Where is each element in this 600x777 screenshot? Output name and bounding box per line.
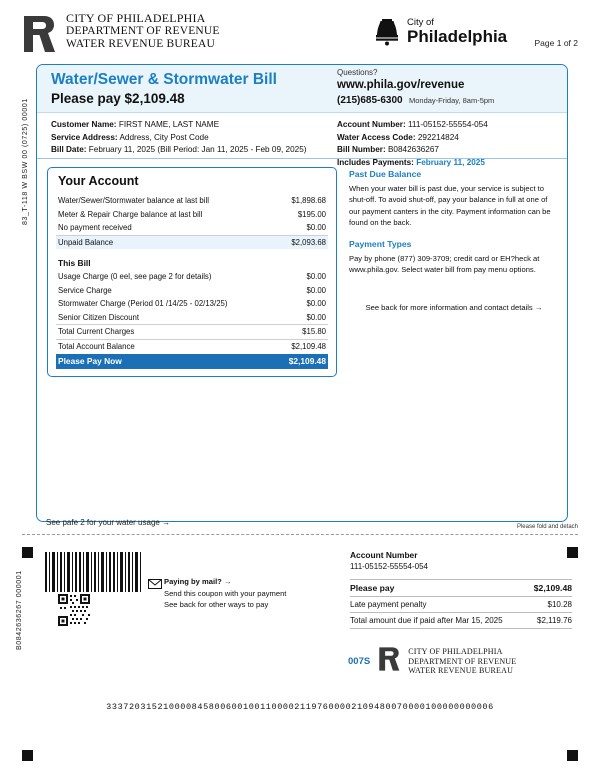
row-amount: $0.00 (306, 223, 326, 232)
account-row (56, 270, 328, 284)
fold-and-detach-label: Please fold and detach (516, 524, 578, 530)
coupon-account-number-value: 111-05152-55554-054 (350, 562, 428, 571)
philadelphia-seal-icon (22, 14, 56, 54)
coupon-account-number-label: Account Number (350, 550, 418, 560)
bill-header-band (37, 65, 567, 113)
agency-line-1: CITY OF PHILADELPHIA (66, 11, 206, 25)
row-amount: $1,898.68 (291, 196, 326, 205)
coupon-row-label: Late payment penalty (350, 600, 427, 609)
coupon-row-late-penalty (350, 597, 572, 613)
total-account-balance-row (56, 339, 328, 354)
total-account-balance-amount: $2,109.48 (291, 341, 326, 351)
service-address-label: Service Address: (51, 132, 118, 142)
bill-date-row (51, 144, 306, 157)
revenue-phone: (215)685-6300 (337, 95, 403, 106)
bill-number-row (337, 144, 488, 157)
customer-name-label: Customer Name: (51, 120, 117, 129)
info-column (349, 169, 559, 313)
account-row (56, 221, 328, 235)
vertical-code-bottom: B0842636267 000001 (16, 570, 23, 650)
coupon-row-label: Total amount due if paid after Mar 15, 2025 (350, 616, 503, 625)
coupon-agency-line-2: DEPARTMENT OF REVENUE (408, 656, 517, 666)
city-logo-text (407, 17, 507, 46)
account-row (56, 284, 328, 298)
agency-name (66, 12, 220, 51)
customer-info-block (37, 113, 567, 167)
customer-info-left (51, 119, 306, 157)
row-label: Service Charge (58, 285, 112, 295)
bill-date-label: Bill Date: (51, 145, 87, 154)
coupon-agency-logo (348, 646, 516, 677)
account-number-value: 111-05152-55554-054 (407, 120, 488, 129)
account-row (56, 297, 328, 311)
includes-payments-value: February 11, 2025 (416, 157, 485, 167)
coupon-badge-code: 007S (348, 656, 371, 667)
row-label: Water/Sewer/Stormwater balance at last bill (58, 196, 209, 205)
total-current-charges-label: Total Current Charges (58, 327, 135, 336)
agency-line-2: DEPARTMENT OF REVENUE (66, 25, 220, 37)
account-row (56, 194, 328, 208)
row-amount: $0.00 (306, 272, 326, 281)
service-address-row (51, 132, 306, 145)
paying-by-mail-block (164, 576, 286, 611)
row-amount: $0.00 (306, 285, 326, 295)
unpaid-balance-row (56, 235, 328, 250)
please-pay-now-label: Please Pay Now (58, 356, 122, 366)
account-row (56, 208, 328, 222)
row-label: Meter & Repair Charge balance at last bill (58, 209, 203, 219)
row-label: Stormwater Charge (Period 01 /14/25 - 02/13/25) (58, 299, 228, 308)
total-current-charges-amount: $15.80 (302, 327, 326, 336)
city-of-philadelphia-logo (374, 16, 507, 46)
coupon-row-value: $10.28 (547, 600, 572, 609)
payment-types-body: Pay by phone (877) 309-3709; credit card or EH?heck at www.phila.gov. Select water bill from pay menu options. (349, 254, 540, 275)
coupon-row-value: $2,119.76 (537, 616, 572, 625)
city-logo-big: Philadelphia (407, 26, 508, 46)
revenue-website[interactable]: www.phila.gov/revenue (337, 79, 465, 91)
coupon-agency-line-3: WATER REVENUE BUREAU (408, 666, 514, 676)
liberty-bell-icon (374, 16, 400, 46)
barcode (44, 552, 142, 592)
row-amount: $195.00 (297, 209, 326, 219)
bill-number-value: B0842636267 (387, 145, 439, 154)
water-access-code-row (337, 132, 488, 145)
registration-mark (567, 750, 578, 761)
coupon-row-value: $2,109.48 (533, 583, 572, 593)
coupon-row-please-pay (350, 579, 572, 597)
coupon-row-total-after-due (350, 613, 572, 629)
customer-name-row (51, 119, 306, 132)
registration-mark (22, 547, 33, 558)
customer-info-right (337, 119, 488, 169)
ocr-scanline: 33372031521000084580060010011000021197600002109480070000100000000006 (106, 702, 494, 712)
row-label: Senior Citizen Discount (58, 312, 140, 322)
total-account-balance-label: Total Account Balance (58, 341, 135, 351)
see-back-note: See back for more information and contact details → (365, 302, 543, 312)
includes-payments-row (337, 157, 488, 170)
bill-panel (36, 64, 568, 522)
registration-mark (22, 750, 33, 761)
page-header (22, 12, 578, 60)
agency-line-3: WATER REVENUE BUREAU (66, 38, 216, 50)
coupon-amounts-block (350, 550, 572, 629)
your-account-heading: Your Account (58, 174, 139, 188)
payment-types-title: Payment Types (349, 239, 412, 250)
qr-code (58, 594, 90, 626)
this-bill-heading: This Bill (58, 258, 91, 268)
account-number-row (337, 119, 488, 132)
bill-number-label: Bill Number: (337, 145, 386, 154)
bill-title: Water/Sewer & Stormwater Bill (51, 71, 277, 88)
vertical-code-top: 83_T-118 W BSW 00 (0725) 00001 (22, 98, 29, 225)
revenue-hours: Monday-Friday, 8am-5pm (409, 96, 495, 105)
row-amount: $0.00 (306, 312, 326, 322)
service-address-value: Address, City Post Code (119, 132, 209, 142)
row-label: No payment received (58, 223, 132, 232)
bill-please-pay: Please pay $2,109.48 (51, 91, 185, 106)
coupon-agency-name (408, 647, 516, 676)
water-access-code-value: 292214824 (417, 132, 459, 142)
bill-date-value: February 11, 2025 (Bill Period: Jan 11, 2025 - Feb 09, 2025) (88, 145, 307, 154)
account-row (56, 311, 328, 325)
page-number: Page 1 of 2 (534, 38, 578, 48)
total-current-charges-row (56, 324, 328, 339)
please-pay-now-row (56, 354, 328, 369)
please-pay-now-amount: $2,109.48 (288, 356, 326, 366)
row-amount: $0.00 (306, 299, 326, 308)
past-due-body: When your water bill is past due, your service is subject to shut-off. To avoid shut-off, pay your balance in full at one of our payment canters in the city. Payment information can be found on the back. (349, 184, 551, 227)
questions-label: Questions? (337, 68, 378, 77)
envelope-icon (148, 578, 162, 592)
account-number-label: Account Number: (337, 120, 406, 129)
your-account-box (47, 167, 337, 377)
customer-name-value: FIRST NAME, LAST NAME (118, 120, 220, 129)
unpaid-balance-label: Unpaid Balance (58, 237, 114, 247)
philadelphia-seal-icon-small (378, 646, 400, 677)
see-page-2-note: See pafe 2 for your water usage → (46, 518, 171, 527)
coupon-row-label: Please pay (350, 583, 395, 593)
row-label: Usage Charge (0 eel, see page 2 for details) (58, 272, 212, 281)
paying-by-mail-line-1: Send this coupon with your payment (164, 588, 287, 598)
water-access-code-label: Water Access Code: (337, 132, 416, 142)
unpaid-balance-amount: $2,093.68 (291, 237, 326, 247)
paying-by-mail-line-2: See back for other ways to pay (164, 600, 269, 609)
coupon-agency-line-1: CITY OF PHILADELPHIA (408, 647, 503, 657)
paying-by-mail-title: Paying by mail? → (164, 577, 232, 586)
city-logo-small: City of (407, 16, 434, 28)
past-due-title: Past Due Balance (349, 169, 422, 179)
fold-divider (22, 534, 578, 535)
includes-payments-label: Includes Payments: (337, 157, 414, 167)
